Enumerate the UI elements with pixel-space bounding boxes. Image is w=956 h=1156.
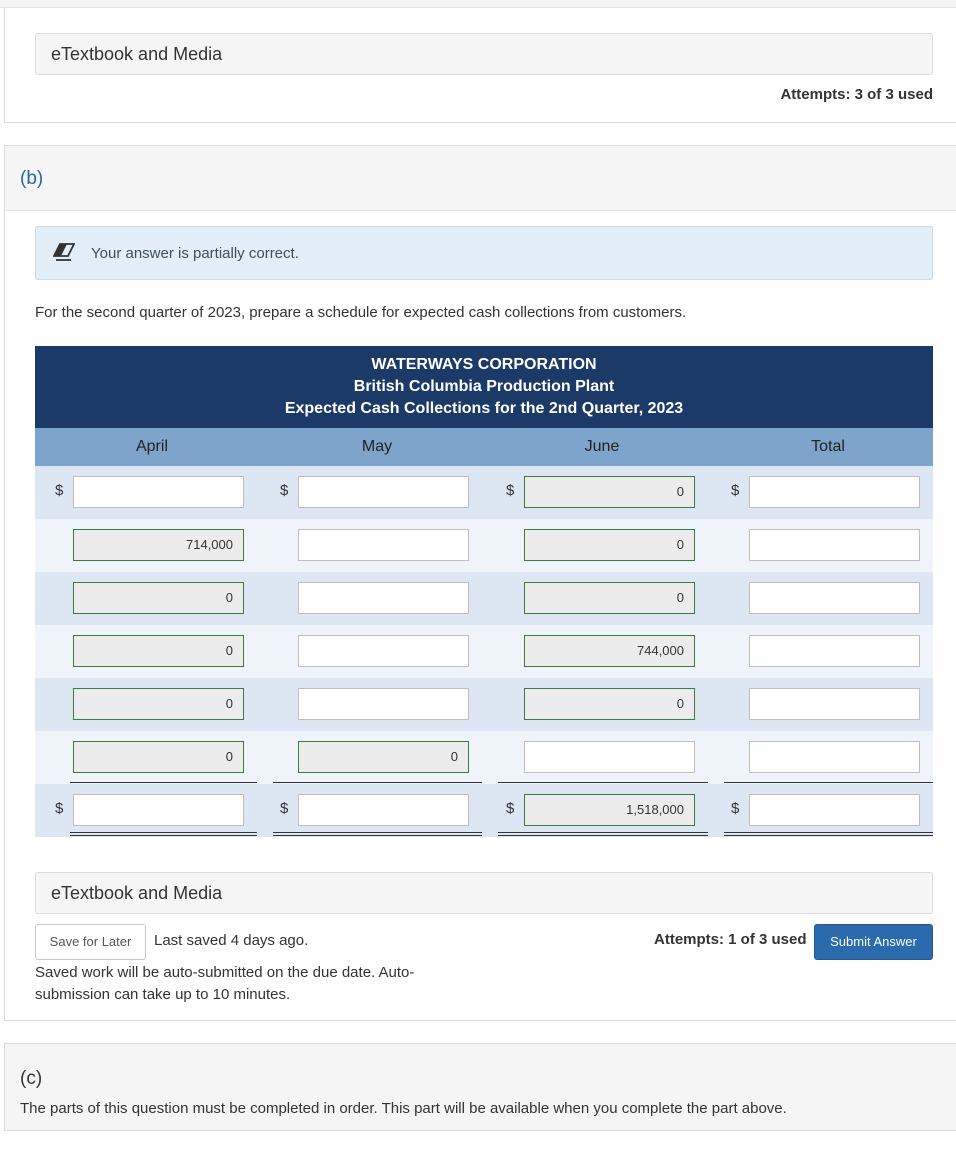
subtotal-rule bbox=[70, 782, 257, 783]
answer-input-april[interactable]: 0 bbox=[73, 741, 244, 773]
subtotal-rule bbox=[724, 782, 933, 783]
dollar-sign: $ bbox=[280, 482, 289, 499]
answer-input-april[interactable]: 714,000 bbox=[73, 529, 244, 561]
answer-input-may[interactable] bbox=[298, 794, 469, 826]
answer-input-total[interactable] bbox=[749, 688, 920, 720]
column-header-total: Total bbox=[811, 438, 845, 455]
part-c-label: (c) bbox=[20, 1068, 43, 1089]
answer-input-april[interactable]: 0 bbox=[73, 582, 244, 614]
answer-input-may[interactable] bbox=[298, 476, 469, 508]
part-c-locked-text: The parts of this question must be completed in order. This part will be available when you complete the part above. bbox=[20, 1100, 787, 1117]
company-name: WATERWAYS CORPORATION bbox=[371, 356, 597, 373]
etextbook-media-link-a[interactable]: eTextbook and Media bbox=[35, 33, 933, 75]
top-bar bbox=[0, 0, 956, 8]
answer-input-june[interactable]: 744,000 bbox=[524, 635, 695, 667]
answer-input-april[interactable] bbox=[73, 476, 244, 508]
notice-text: Your answer is partially correct. bbox=[91, 245, 299, 262]
dollar-sign: $ bbox=[731, 800, 740, 817]
answer-input-june[interactable]: 0 bbox=[524, 688, 695, 720]
answer-input-april[interactable] bbox=[73, 794, 244, 826]
part-c-card bbox=[4, 1043, 956, 1131]
subtotal-rule bbox=[273, 782, 482, 783]
answer-input-may[interactable]: 0 bbox=[298, 741, 469, 773]
answer-input-may[interactable] bbox=[298, 582, 469, 614]
attempts-counter-a: Attempts: 3 of 3 used bbox=[780, 86, 933, 103]
column-header-april: April bbox=[135, 438, 168, 455]
division-name: British Columbia Production Plant bbox=[353, 378, 615, 395]
auto-submit-note: Saved work will be auto-submitted on the due date. Auto-submission can take up to 10 minutes. bbox=[35, 964, 415, 1003]
dollar-sign: $ bbox=[55, 482, 64, 499]
last-saved-text: Last saved 4 days ago. bbox=[154, 932, 309, 949]
column-header-may: May bbox=[361, 438, 393, 455]
column-header-june: June bbox=[584, 438, 620, 455]
answer-input-june[interactable]: 0 bbox=[524, 529, 695, 561]
answer-input-may[interactable] bbox=[298, 635, 469, 667]
answer-input-april[interactable]: 0 bbox=[73, 688, 244, 720]
dollar-sign: $ bbox=[506, 482, 515, 499]
answer-input-june[interactable]: 1,518,000 bbox=[524, 794, 695, 826]
save-for-later-button[interactable]: Save for Later bbox=[35, 924, 146, 960]
answer-input-total[interactable] bbox=[749, 635, 920, 667]
answer-input-total[interactable] bbox=[749, 582, 920, 614]
answer-input-april[interactable]: 0 bbox=[73, 635, 244, 667]
etextbook-media-link-b[interactable]: eTextbook and Media bbox=[35, 872, 933, 914]
answer-input-may[interactable] bbox=[298, 529, 469, 561]
answer-input-june[interactable] bbox=[524, 741, 695, 773]
partial-correct-notice bbox=[35, 226, 933, 280]
part-b-header bbox=[5, 146, 956, 211]
answer-input-total[interactable] bbox=[749, 794, 920, 826]
column-headers bbox=[35, 428, 933, 466]
answer-input-june[interactable]: 0 bbox=[524, 476, 695, 508]
total-double-rule bbox=[498, 832, 708, 836]
submit-answer-button[interactable]: Submit Answer bbox=[814, 924, 933, 960]
schedule-title: Expected Cash Collections for the 2nd Quarter, 2023 bbox=[284, 400, 684, 417]
dollar-sign: $ bbox=[55, 800, 64, 817]
answer-input-total[interactable] bbox=[749, 476, 920, 508]
eraser-icon bbox=[53, 242, 75, 262]
answer-input-total[interactable] bbox=[749, 741, 920, 773]
dollar-sign: $ bbox=[280, 800, 289, 817]
total-double-rule bbox=[273, 832, 482, 836]
question-instruction: For the second quarter of 2023, prepare a schedule for expected cash collections from customers. bbox=[35, 304, 687, 321]
dollar-sign: $ bbox=[506, 800, 515, 817]
answer-input-may[interactable] bbox=[298, 688, 469, 720]
answer-input-total[interactable] bbox=[749, 529, 920, 561]
attempts-counter-b: Attempts: 1 of 3 used bbox=[654, 931, 807, 948]
total-double-rule bbox=[70, 832, 257, 836]
total-double-rule bbox=[724, 832, 933, 836]
part-b-label: (b) bbox=[20, 168, 44, 189]
answer-input-june[interactable]: 0 bbox=[524, 582, 695, 614]
schedule-header bbox=[35, 346, 933, 428]
dollar-sign: $ bbox=[731, 482, 740, 499]
subtotal-rule bbox=[498, 782, 708, 783]
